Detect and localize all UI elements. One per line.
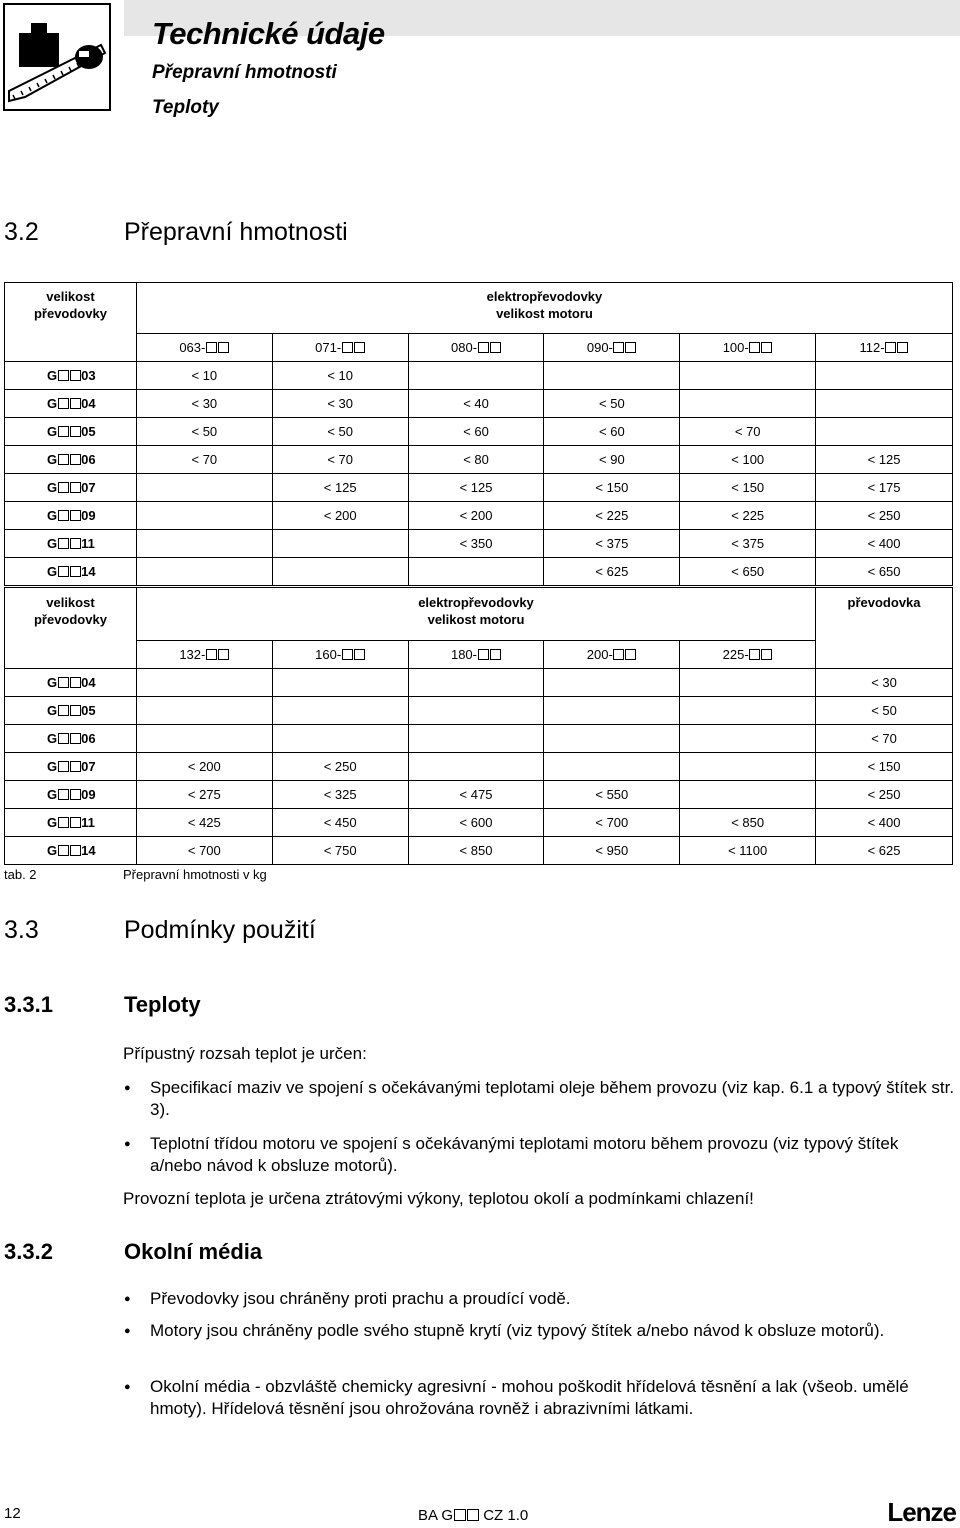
list-item: Teplotní třídou motoru ve spojení s očekávanými teplotami motoru během provozu (viz typový štítek a/nebo návod k obsluze motorů).	[150, 1134, 899, 1175]
section-number: 3.3	[4, 916, 39, 944]
table-caption-text: Přepravní hmotnosti v kg	[123, 867, 267, 882]
table-cell: < 70	[272, 446, 408, 474]
table-cell: < 100	[680, 446, 816, 474]
table-cell: < 400	[816, 809, 953, 837]
table-cell: < 10	[136, 362, 272, 390]
section-title: Okolní média	[124, 1239, 263, 1264]
list-item: Okolní média - obzvláště chemicky agresivní - mohou poškodit hřídelová těsnění a lak (všeob. umělé hmoty). Hřídelová těsnění jsou ohrožována rovněž i abrazivními látkami.	[150, 1377, 909, 1418]
table-cell: < 375	[544, 530, 680, 558]
row-label: G 14	[5, 837, 137, 865]
table-cell	[544, 725, 680, 753]
table-cell	[136, 697, 272, 725]
table-row	[5, 446, 953, 474]
row-label: G 06	[5, 725, 137, 753]
table-cell	[680, 781, 816, 809]
bullet-icon: ●	[124, 1381, 131, 1393]
table-cell: < 350	[408, 530, 544, 558]
table-cell: < 250	[816, 781, 953, 809]
table-cell: < 850	[408, 837, 544, 865]
table-cell: < 50	[272, 418, 408, 446]
col-header-motor-size: 160-	[272, 641, 408, 669]
table-cell: < 90	[544, 446, 680, 474]
table-cell: < 125	[408, 474, 544, 502]
table-cell: < 175	[816, 474, 953, 502]
section-number: 3.3.2	[4, 1239, 53, 1264]
list-item: Převodovky jsou chráněny proti prachu a proudící vodě.	[150, 1289, 571, 1308]
row-label: G 14	[5, 558, 137, 586]
table-cell: < 700	[136, 837, 272, 865]
col-group-header: elektropřevodovky velikost motoru	[486, 289, 603, 321]
table-cell: < 40	[408, 390, 544, 418]
table-row	[5, 418, 953, 446]
transport-weights-table-2	[4, 587, 953, 865]
table-cell	[680, 390, 816, 418]
section-title: Přepravní hmotnosti	[124, 218, 348, 246]
table-cell: < 375	[680, 530, 816, 558]
lenze-logo: Lenze	[887, 1497, 956, 1527]
row-label: G 05	[5, 418, 137, 446]
section-title: Podmínky použití	[124, 916, 316, 944]
table-cell: < 60	[408, 418, 544, 446]
col-header-motor-size: 063-	[136, 334, 272, 362]
table-cell	[816, 390, 953, 418]
table-cell: < 225	[680, 502, 816, 530]
table-cell: < 150	[544, 474, 680, 502]
bullet-icon: ●	[124, 1138, 131, 1150]
table-row	[5, 390, 953, 418]
table-cell: < 80	[408, 446, 544, 474]
table-cell	[272, 530, 408, 558]
table-cell: < 550	[544, 781, 680, 809]
table-row	[5, 502, 953, 530]
table-cell: < 70	[136, 446, 272, 474]
table-cell: < 250	[816, 502, 953, 530]
row-label: G 04	[5, 390, 137, 418]
bullet-icon: ●	[124, 1293, 131, 1305]
col-header-gearbox-size: velikost převodovky	[5, 588, 137, 669]
table-row	[5, 837, 953, 865]
page-subtitle-2: Teploty	[152, 97, 219, 118]
table-row	[5, 809, 953, 837]
table-cell	[272, 669, 408, 697]
table-row	[5, 781, 953, 809]
table-cell	[680, 725, 816, 753]
table-cell	[544, 669, 680, 697]
row-label: G 03	[5, 362, 137, 390]
table-row	[5, 753, 953, 781]
table-cell: < 1100	[680, 837, 816, 865]
col-header-motor-size: 080-	[408, 334, 544, 362]
col-header-motor-size: 071-	[272, 334, 408, 362]
table-cell	[408, 558, 544, 586]
table-cell	[680, 697, 816, 725]
table-cell: < 625	[816, 837, 953, 865]
table-cell: < 625	[544, 558, 680, 586]
table-cell: < 70	[680, 418, 816, 446]
table-cell	[408, 725, 544, 753]
table-cell: < 70	[816, 725, 953, 753]
col-header-motor-size: 225-	[680, 641, 816, 669]
table-cell	[544, 697, 680, 725]
table-cell: < 30	[272, 390, 408, 418]
col-header-motor-size: 100-	[680, 334, 816, 362]
row-label: G 06	[5, 446, 137, 474]
col-header-motor-size: 112-	[816, 334, 953, 362]
table-cell: < 850	[680, 809, 816, 837]
table-caption-label: tab. 2	[4, 867, 37, 882]
table-cell: < 10	[272, 362, 408, 390]
col-header-gearbox-size: velikost převodovky	[5, 283, 137, 362]
table-cell: < 200	[136, 753, 272, 781]
row-label: G 07	[5, 753, 137, 781]
table-cell	[136, 669, 272, 697]
table-cell: < 250	[272, 753, 408, 781]
document-code: BA G CZ 1.0	[418, 1507, 529, 1524]
list-item: Motory jsou chráněny podle svého stupně krytí (viz typový štítek a/nebo návod k obsluze motorů).	[150, 1321, 885, 1340]
table-cell	[136, 558, 272, 586]
table-cell	[408, 669, 544, 697]
table-cell	[272, 697, 408, 725]
page-number: 12	[4, 1505, 21, 1522]
section-title: Teploty	[124, 992, 201, 1017]
table-cell: < 125	[816, 446, 953, 474]
table-cell: < 325	[272, 781, 408, 809]
table-cell	[544, 753, 680, 781]
table-cell	[680, 362, 816, 390]
col-header-gearbox: převodovka	[816, 588, 953, 669]
temperature-intro: Přípustný rozsah teplot je určen:	[123, 1044, 367, 1063]
table-row	[5, 558, 953, 586]
table-cell: < 450	[272, 809, 408, 837]
col-header-motor-size: 132-	[136, 641, 272, 669]
table-cell	[272, 558, 408, 586]
table-cell	[136, 725, 272, 753]
table-cell: < 600	[408, 809, 544, 837]
table-cell: < 950	[544, 837, 680, 865]
table-cell	[816, 362, 953, 390]
table-cell: < 50	[816, 697, 953, 725]
table-cell	[408, 362, 544, 390]
table-cell: < 475	[408, 781, 544, 809]
table-cell: < 30	[136, 390, 272, 418]
col-header-motor-size: 180-	[408, 641, 544, 669]
row-label: G 09	[5, 781, 137, 809]
table-row	[5, 530, 953, 558]
table-cell	[136, 530, 272, 558]
table-cell: < 125	[272, 474, 408, 502]
table-cell: < 425	[136, 809, 272, 837]
row-label: G 07	[5, 474, 137, 502]
table-cell: < 200	[408, 502, 544, 530]
table-cell	[408, 697, 544, 725]
table-cell	[544, 362, 680, 390]
page-title: Technické údaje	[152, 16, 385, 51]
table-cell: < 650	[816, 558, 953, 586]
section-number: 3.2	[4, 218, 39, 246]
row-label: G 11	[5, 530, 137, 558]
weight-measure-icon	[3, 3, 111, 111]
page-subtitle-1: Přepravní hmotnosti	[152, 62, 337, 83]
bullet-icon: ●	[124, 1325, 131, 1337]
table-row	[5, 362, 953, 390]
col-header-motor-size: 200-	[544, 641, 680, 669]
table-cell: < 225	[544, 502, 680, 530]
row-label: G 04	[5, 669, 137, 697]
table-cell: < 50	[136, 418, 272, 446]
table-cell: < 650	[680, 558, 816, 586]
table-cell: < 50	[544, 390, 680, 418]
row-label: G 09	[5, 502, 137, 530]
table-cell: < 400	[816, 530, 953, 558]
bullet-icon: ●	[124, 1082, 131, 1094]
list-item: Specifikací maziv ve spojení s očekávanými teplotami oleje během provozu (viz kap. 6.1 a typový štítek str. 3).	[150, 1078, 955, 1119]
table-cell	[272, 725, 408, 753]
row-label: G 11	[5, 809, 137, 837]
table-row	[5, 697, 953, 725]
table-cell	[408, 753, 544, 781]
table-cell	[136, 474, 272, 502]
table-cell: < 150	[680, 474, 816, 502]
transport-weights-table-1	[4, 282, 953, 586]
row-label: G 05	[5, 697, 137, 725]
table-cell: < 200	[272, 502, 408, 530]
table-row	[5, 725, 953, 753]
table-cell: < 150	[816, 753, 953, 781]
table-cell	[680, 669, 816, 697]
table-cell: < 30	[816, 669, 953, 697]
table-row	[5, 474, 953, 502]
table-cell: < 700	[544, 809, 680, 837]
table-cell	[680, 753, 816, 781]
table-cell: < 60	[544, 418, 680, 446]
table-cell	[136, 502, 272, 530]
section-number: 3.3.1	[4, 992, 53, 1017]
table-row	[5, 669, 953, 697]
table-cell: < 275	[136, 781, 272, 809]
col-header-motor-size: 090-	[544, 334, 680, 362]
operating-temperature-note: Provozní teplota je určena ztrátovými výkony, teplotou okolí a podmínkami chlazení!	[123, 1189, 754, 1208]
table-cell: < 750	[272, 837, 408, 865]
col-group-header: elektropřevodovky velikost motoru	[418, 595, 534, 627]
table-cell	[816, 418, 953, 446]
